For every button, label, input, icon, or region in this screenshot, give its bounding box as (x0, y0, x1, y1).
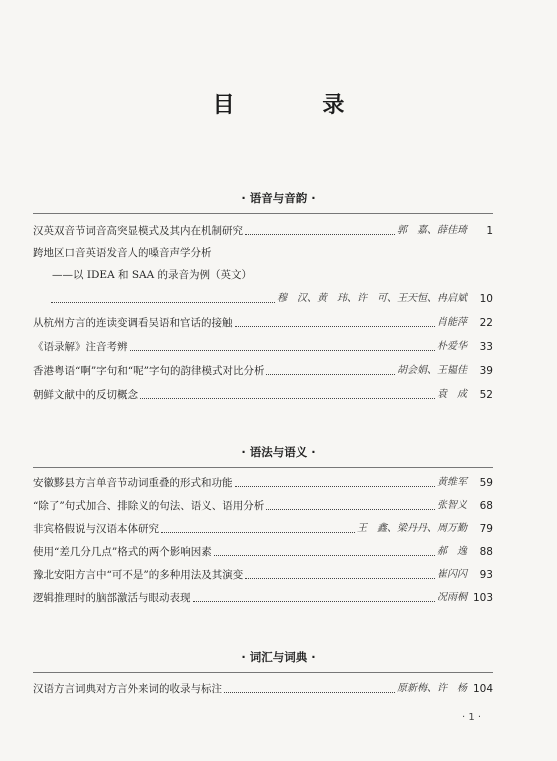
toc-entry[interactable] (33, 223, 493, 239)
entry-page: 88 (479, 546, 493, 558)
leader-dots (235, 476, 436, 487)
entry-page: 33 (479, 341, 493, 353)
entry-title: 朝鲜文献中的反切概念 (33, 389, 138, 401)
entry-title[interactable]: 跨地区口音英语发音人的嗓音声学分析 (33, 247, 212, 259)
toc-entry[interactable] (33, 387, 493, 403)
entry-page: 68 (479, 500, 493, 512)
section-rule (33, 467, 493, 468)
leader-dots (266, 364, 395, 375)
entry-page: 104 (472, 683, 493, 695)
page-number: · 1 · (462, 712, 482, 723)
entry-authors: 穆 汉、黄 玮、许 可、王天恒、冉启斌 (277, 293, 467, 304)
leader-dots (235, 316, 436, 327)
toc-entry[interactable] (33, 291, 493, 307)
entry-title: 安徽黟县方言单音节动词重叠的形式和功能 (33, 477, 233, 489)
entry-title: 《语录解》注音考辨 (33, 341, 128, 353)
entry-page: 22 (479, 317, 493, 329)
entry-title: 香港粤语“啊”字句和“呢”字句的韵律模式对比分析 (33, 365, 265, 377)
section-heading-lexicon: · 词汇与词典 · (241, 650, 316, 664)
toc-entry[interactable] (33, 590, 493, 606)
entry-authors: 张智义 (437, 500, 467, 511)
leader-dots (193, 591, 436, 602)
leader-dots (51, 292, 275, 303)
toc-entry[interactable] (33, 681, 493, 697)
entry-subtitle: ——以 IDEA 和 SAA 的录音为例（英文） (52, 269, 253, 281)
entry-page: 52 (479, 389, 493, 401)
entry-authors: 郝 逸 (437, 546, 467, 557)
entry-page: 79 (479, 523, 493, 535)
entry-authors: 黄维军 (437, 477, 467, 488)
entry-authors: 王 鑫、梁丹丹、周万勤 (357, 523, 467, 534)
entry-page: 39 (479, 365, 493, 377)
entry-title: 汉语方言词典对方言外来词的收录与标注 (33, 683, 222, 695)
section-heading-phonetics: · 语音与音韵 · (241, 191, 316, 205)
entry-page: 59 (479, 477, 493, 489)
entry-authors: 原新梅、许 杨 (397, 683, 467, 694)
page-title: 目 录 (212, 92, 385, 118)
toc-entry[interactable] (33, 339, 493, 355)
entry-title: 豫北安阳方言中“可不是”的多种用法及其演变 (33, 569, 244, 581)
entry-title: “除了”句式加合、排除义的句法、语义、语用分析 (33, 500, 265, 512)
leader-dots (130, 340, 436, 351)
toc-entry[interactable] (33, 498, 493, 514)
leader-dots (245, 224, 395, 235)
entry-page: 10 (479, 293, 493, 305)
entry-title: 使用“差几分几点”格式的两个影响因素 (33, 546, 212, 558)
leader-dots (140, 388, 435, 399)
toc-entry[interactable] (33, 544, 493, 560)
toc-entry[interactable] (33, 315, 493, 331)
leader-dots (224, 682, 395, 693)
entry-page: 103 (472, 592, 493, 604)
entry-authors: 朴爱华 (437, 341, 467, 352)
leader-dots (161, 522, 355, 533)
entry-authors: 郭 嘉、薛佳琦 (397, 225, 467, 236)
toc-entry[interactable] (33, 567, 493, 583)
entry-authors: 袁 成 (437, 389, 467, 400)
entry-authors: 况雨桐 (437, 592, 467, 603)
entry-authors: 崔闪闪 (437, 569, 467, 580)
entry-title: 汉英双音节词音高突显模式及其内在机制研究 (33, 225, 243, 237)
toc-entry[interactable] (33, 475, 493, 491)
toc-entry[interactable] (33, 363, 493, 379)
section-heading-grammar: · 语法与语义 · (241, 445, 316, 459)
toc-entry[interactable] (33, 521, 493, 537)
entry-authors: 胡会娟、王韫佳 (397, 365, 467, 376)
entry-page: 93 (479, 569, 493, 581)
section-rule (33, 213, 493, 214)
entry-title: 逻辑推理时的脑部激活与眼动表现 (33, 592, 191, 604)
leader-dots (266, 499, 435, 510)
entry-title: 非宾格假说与汉语本体研究 (33, 523, 159, 535)
leader-dots (245, 568, 435, 579)
section-rule (33, 672, 493, 673)
entry-page: 1 (486, 225, 493, 237)
entry-title: 从杭州方言的连读变调看吴语和官话的接触 (33, 317, 233, 329)
entry-authors: 肖能萍 (437, 317, 467, 328)
leader-dots (214, 545, 435, 556)
